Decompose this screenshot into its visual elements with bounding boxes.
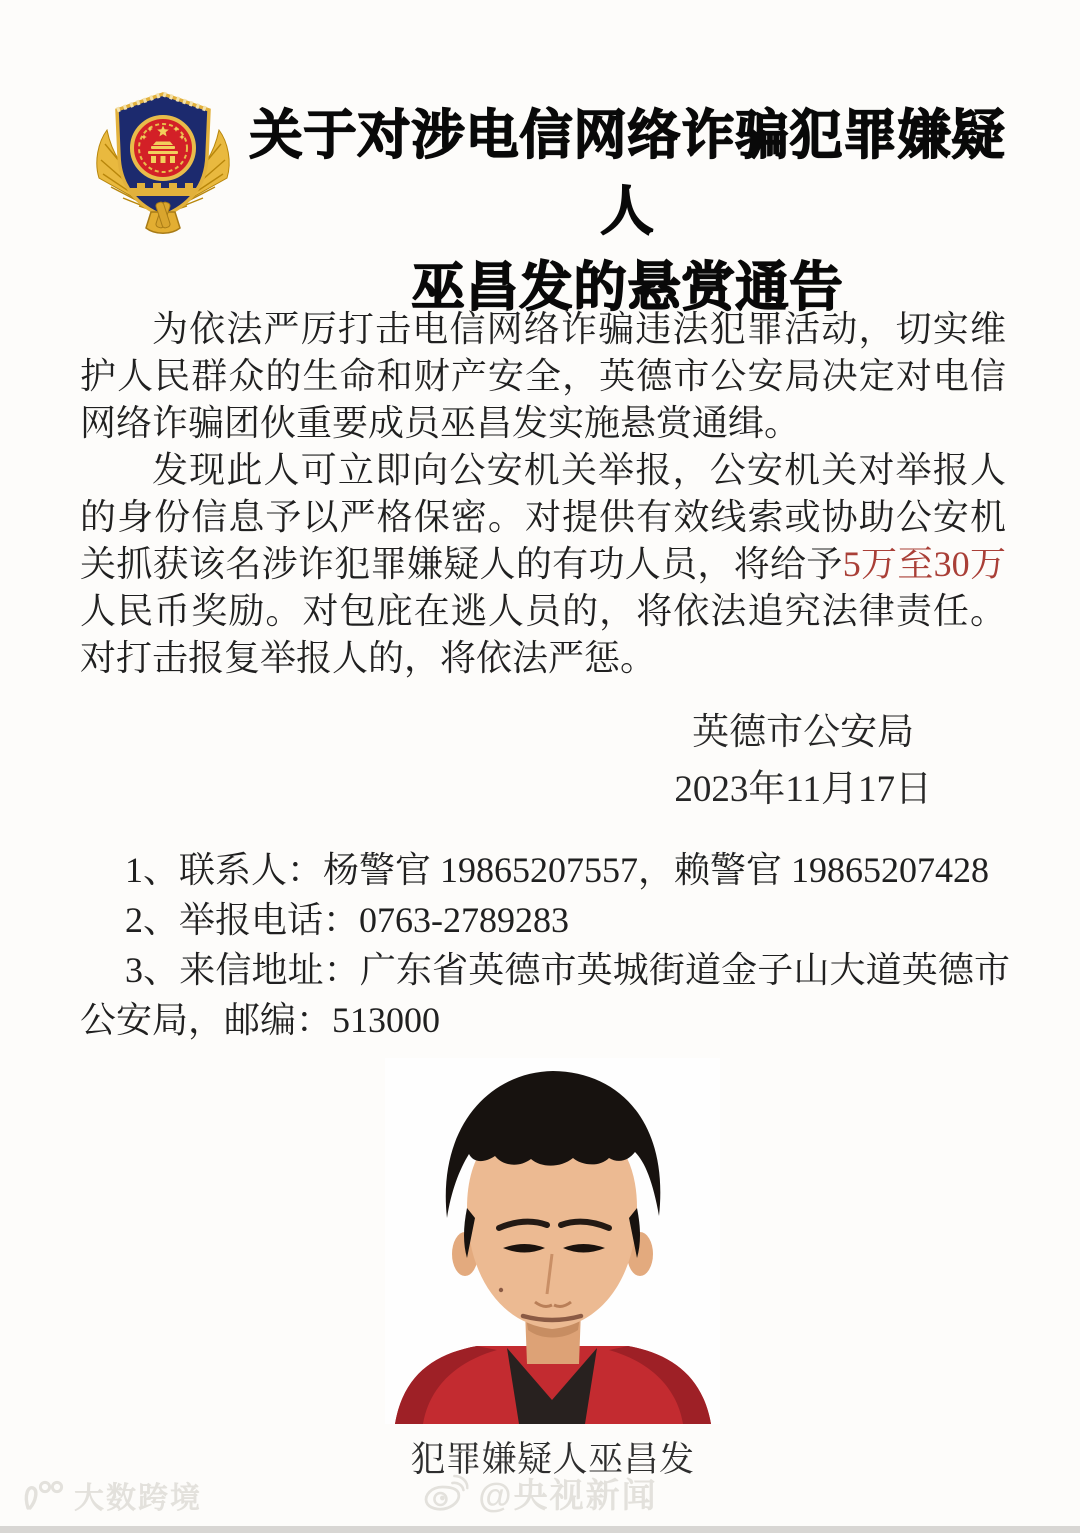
dashu-kuajing-logo-icon	[20, 1479, 64, 1511]
notice-body	[80, 306, 1006, 682]
suspect-photo	[385, 1058, 720, 1424]
contact-item-3: 3、来信地址：广东省英德市英城街道金子山大道英德市公安局，邮编：513000	[80, 950, 1010, 1040]
signature-block	[0, 704, 932, 818]
watermark-center	[422, 1468, 657, 1517]
contact-item-1: 1、联系人：杨警官 19865207557，赖警官 19865207428	[125, 850, 990, 890]
signature-organization: 英德市公安局	[692, 712, 915, 753]
signature-date: 2023年11月17日	[674, 769, 932, 810]
police-badge-icon	[93, 84, 233, 236]
paragraph-2-before: 发现此人可立即向公安机关举报，公安机关对举报人的身份信息予以严格保密。对提供有效线索或协助公安机关抓获该名涉诈犯罪嫌疑人的有功人员，将给予	[80, 450, 1006, 584]
contact-list	[80, 845, 1010, 1045]
watermark-left-text: 大数跨境	[74, 1482, 202, 1515]
police-badge-svg	[93, 84, 233, 236]
weibo-logo-icon	[422, 1474, 468, 1512]
suspect-portrait-svg	[385, 1058, 720, 1424]
paragraph-1: 为依法严厉打击电信网络诈骗违法犯罪活动，切实维护人民群众的生命和财产安全，英德市公安局决定对电信网络诈骗团伙重要成员巫昌发实施悬赏通缉。	[80, 309, 1006, 443]
watermark-left	[20, 1473, 202, 1517]
photo-caption: 犯罪嫌疑人巫昌发	[410, 1440, 695, 1479]
paragraph-2	[80, 447, 1006, 682]
contact-item-2: 2、举报电话：0763-2789283	[125, 900, 569, 940]
reward-amount: 5万至30万	[842, 544, 1006, 584]
paragraph-2-after: 人民币奖励。对包庇在逃人员的，将依法追究法律责任。对打击报复举报人的，将依法严惩。	[80, 591, 1006, 678]
notice-title-line2: 巫昌发的悬赏通告	[411, 259, 844, 317]
watermark-center-text: @央视新闻	[478, 1477, 658, 1515]
notice-title-line1: 关于对涉电信网络诈骗犯罪嫌疑人	[249, 107, 1006, 241]
bottom-edge-band	[0, 1526, 1080, 1533]
notice-title	[225, 98, 1030, 326]
